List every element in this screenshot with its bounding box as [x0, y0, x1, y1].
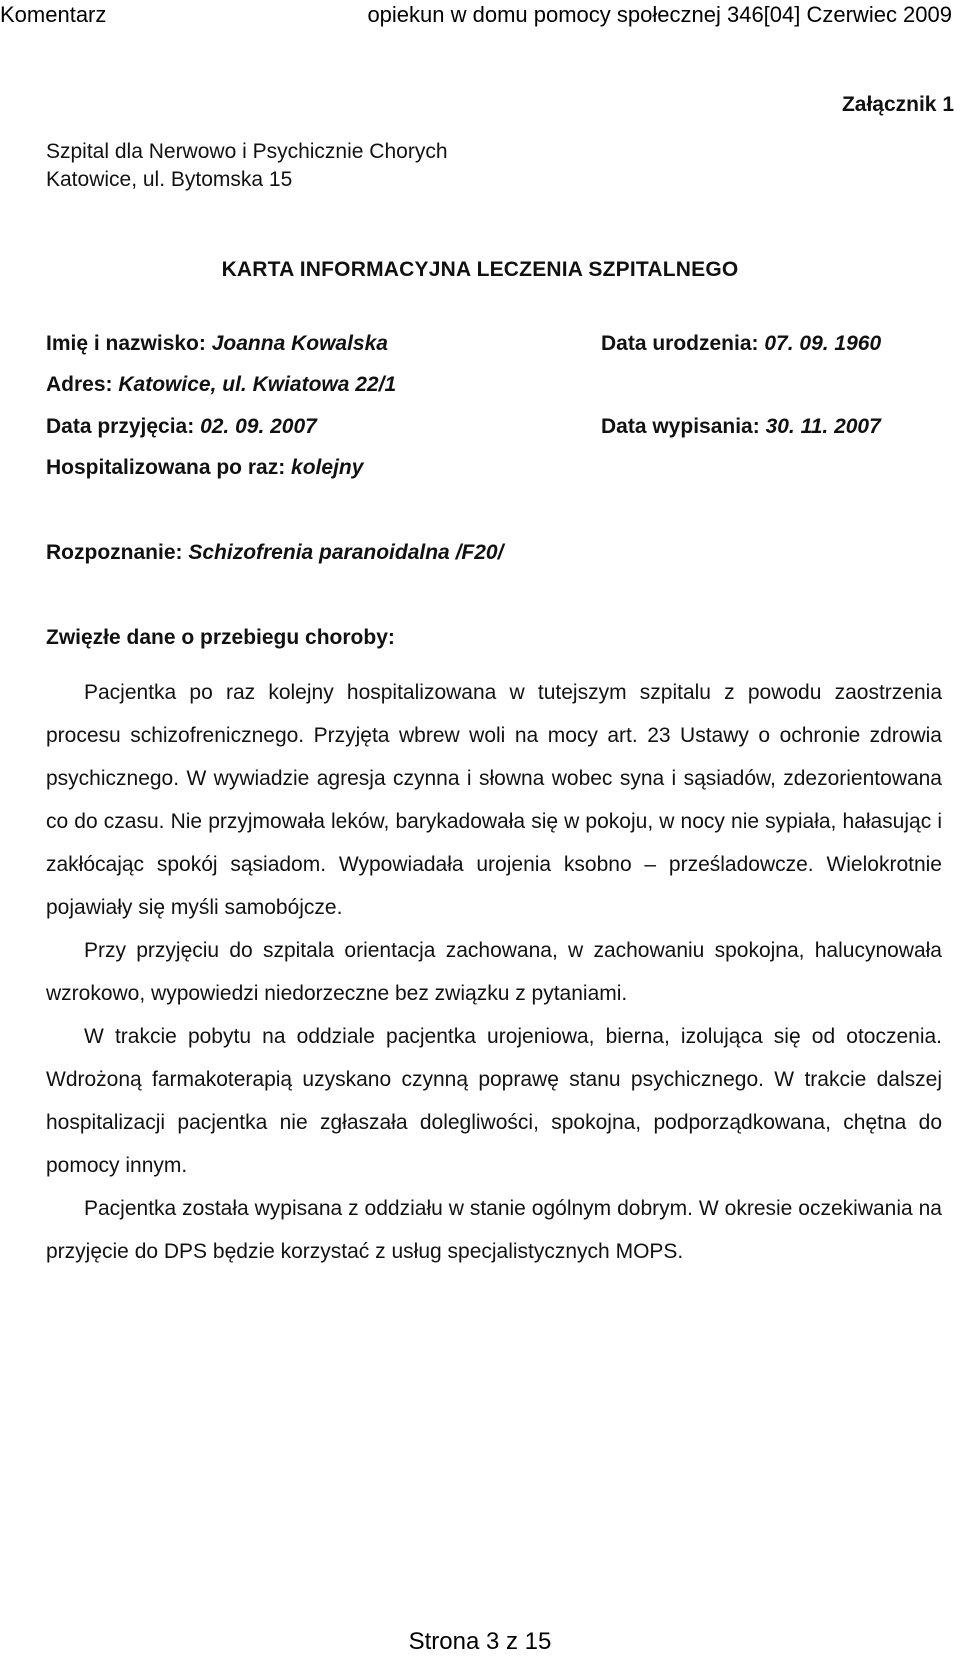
course-heading: Zwięzłe dane o przebiegu choroby:: [46, 626, 395, 649]
patient-name-label: Imię i nazwisko:: [46, 332, 206, 355]
course-paragraph-4: Pacjentka została wypisana z oddziału w stanie ogólnym dobrym. W okresie oczekiwania na przyjęcie do DPS będzie korzystać z usług specjalistycznych MOPS.: [46, 1197, 942, 1263]
discharge-date-label: Data wypisania:: [601, 415, 760, 438]
patient-name-row: [46, 332, 388, 356]
diagnosis-value: Schizofrenia paranoidalna /F20/: [188, 541, 504, 564]
page-number: Strona 3 z 15: [408, 1628, 552, 1655]
document-title: KARTA INFORMACYJNA LECZENIA SZPITALNEGO: [221, 258, 739, 281]
admission-date-label: Data przyjęcia:: [46, 415, 195, 438]
diagnosis-row: [46, 541, 503, 565]
patient-name-value: Joanna Kowalska: [211, 332, 388, 355]
course-paragraph-3: W trakcie pobytu na oddziale pacjentka urojeniowa, bierna, izolująca się od otoczenia. Wdrożoną farmakoterapią uzyskano czynną poprawę stanu psychicznego. W trakcie dalszej hospitalizacji pacjentka nie zgłaszała dolegliwości, spokojna, podporządkowana, chętna do pomocy innym.: [46, 1025, 942, 1177]
course-paragraph-1: Pacjentka po raz kolejny hospitalizowana w tutejszym szpitalu z powodu zaostrzenia procesu schizofrenicznego. Przyjęta wbrew woli na mocy art. 23 Ustawy o ochronie zdrowia psychicznego. W wywiadzie agresja czynna i słowna wobec syna i sąsiadów, zdezorientowana co do czasu. Nie przyjmowała leków, barykadowała się w pokoju, w nocy nie sypiała, hałasując i zakłócając spokój sąsiadom. Wypowiadała urojenia ksobno – prześladowcze. Wielokrotnie pojawiały się myśli samobójcze.: [46, 681, 942, 919]
address-label: Adres:: [46, 373, 113, 396]
hospitalization-count-value: kolejny: [291, 456, 364, 479]
birth-date-label: Data urodzenia:: [601, 332, 759, 355]
diagnosis-label: Rozpoznanie:: [46, 541, 183, 564]
address-row: [46, 373, 396, 397]
birth-date-value: 07. 09. 1960: [764, 332, 882, 355]
course-paragraph-2: Przy przyjęciu do szpitala orientacja zachowana, w zachowaniu spokojna, halucynowała wzrokowo, wypowiedzi niedorzeczne bez związku z pytaniami.: [46, 939, 942, 1005]
address-value: Katowice, ul. Kwiatowa 22/1: [118, 373, 397, 396]
hospitalization-count-label: Hospitalizowana po raz:: [46, 456, 286, 479]
discharge-date-value: 30. 11. 2007: [765, 415, 881, 438]
header-right-text: opiekun w domu pomocy społecznej 346[04] Czerwiec 2009: [367, 2, 952, 27]
hospital-name: Szpital dla Nerwowo i Psychicznie Chorych: [46, 140, 448, 163]
header-left-text: Komentarz: [0, 2, 107, 27]
admission-date-value: 02. 09. 2007: [200, 415, 317, 438]
hospital-address: Katowice, ul. Bytomska 15: [46, 168, 293, 191]
birth-date-row: [601, 332, 881, 356]
hospital-block: [46, 138, 448, 194]
admission-date-row: [46, 415, 317, 439]
attachment-label: Załącznik 1: [841, 93, 954, 116]
discharge-date-row: [601, 415, 881, 439]
hospitalization-count-row: [46, 456, 363, 480]
course-body: [46, 671, 942, 1273]
